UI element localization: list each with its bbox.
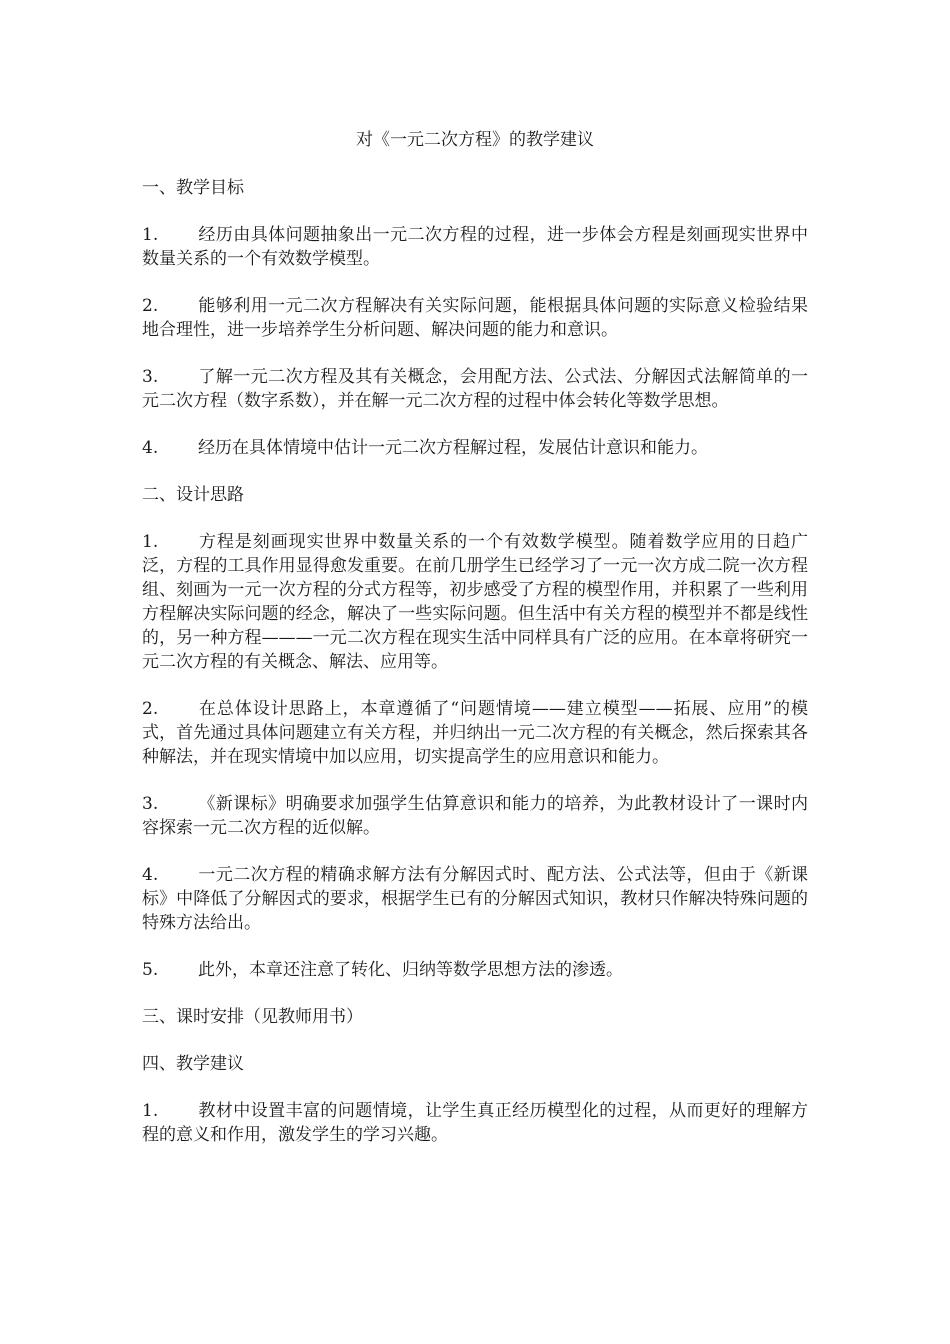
item-number: 2. — [142, 296, 159, 316]
design-item-2 — [142, 697, 808, 769]
item-number: 2. — [142, 699, 159, 719]
section-heading-objectives: 一、教学目标 — [142, 178, 244, 198]
item-number: 4. — [142, 438, 159, 458]
item-number: 3. — [142, 367, 159, 387]
document-title: 对《一元二次方程》的教学建议 — [356, 130, 594, 150]
section-heading-design: 二、设计思路 — [142, 485, 244, 505]
item-number: 1. — [142, 532, 159, 552]
objective-item-4 — [142, 436, 808, 460]
item-number: 5. — [142, 960, 159, 980]
section-heading-schedule: 三、课时安排（见教师用书） — [142, 1007, 363, 1027]
item-text: 了解一元二次方程及其有关概念，会用配方法、公式法、分解因式法解简单的一元二次方程（数字系数），并在解一元二次方程的过程中体会转化等数学思想。 — [142, 367, 808, 411]
design-item-3 — [142, 792, 808, 840]
item-number: 1. — [142, 1101, 159, 1121]
item-text: 经历在具体情境中估计一元二次方程解过程，发展估计意识和能力。 — [198, 438, 708, 458]
objective-item-3 — [142, 365, 808, 413]
objective-item-1 — [142, 223, 808, 271]
item-number: 3. — [142, 794, 159, 814]
item-text: 《新课标》明确要求加强学生估算意识和能力的培养，为此教材设计了一课时内容探索一元二次方程的近似解。 — [142, 794, 808, 838]
objective-item-2 — [142, 294, 808, 342]
item-text: 在总体设计思路上，本章遵循了“问题情境——建立模型——拓展、应用”的模式，首先通过具体问题建立有关方程，并归纳出一元二次方程的有关概念，然后探索其各种解法，并在现实情境中加以应用，切实提高学生的应用意识和能力。 — [142, 699, 808, 767]
item-text: 能够利用一元二次方程解决有关实际问题，能根据具体问题的实际意义检验结果地合理性，进一步培养学生分析问题、解决问题的能力和意识。 — [142, 296, 808, 340]
section-heading-suggestions: 四、教学建议 — [142, 1054, 244, 1074]
design-item-5 — [142, 958, 808, 982]
item-text: 此外，本章还注意了转化、归纳等数学思想方法的渗透。 — [198, 960, 623, 980]
suggestion-item-1 — [142, 1099, 808, 1147]
item-number: 1. — [142, 225, 159, 245]
design-item-4 — [142, 863, 808, 935]
item-text: 一元二次方程的精确求解方法有分解因式时、配方法、公式法等，但由于《新课标》中降低了分解因式的要求，根据学生已有的分解因式知识，教材只作解决特殊问题的特殊方法给出。 — [142, 865, 808, 933]
design-item-1 — [142, 530, 808, 674]
item-number: 4. — [142, 865, 159, 885]
item-text: 方程是刻画现实世界中数量关系的一个有效数学模型。随着数学应用的日趋广泛，方程的工具作用显得愈发重要。在前几册学生已经学习了一元一次方成二院一次方程组、刻画为一元一次方程的分式方程等，初步感受了方程的模型作用，并积累了一些利用方程解决实际问题的经念，解决了一些实际问题。但生活中有关方程的模型并不都是线性的，另一种方程———一元二次方程在现实生活中同样具有广泛的应用。在本章将研究一元二次方程的有关概念、解法、应用等。 — [142, 532, 808, 672]
item-text: 教材中设置丰富的问题情境，让学生真正经历模型化的过程，从而更好的理解方程的意义和作用，激发学生的学习兴趣。 — [142, 1101, 808, 1145]
item-text: 经历由具体问题抽象出一元二次方程的过程，进一步体会方程是刻画现实世界中数量关系的一个有效数学模型。 — [142, 225, 808, 269]
